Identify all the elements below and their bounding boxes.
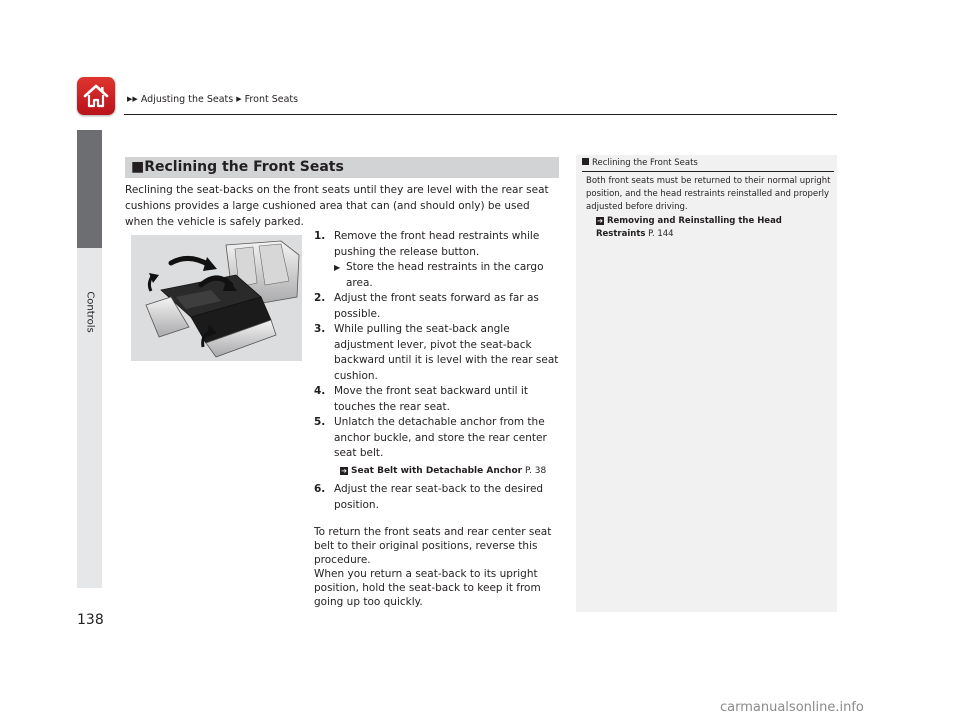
note-title: Reclining the Front Seats <box>582 158 698 168</box>
step-5: 5. Unlatch the detachable anchor from the anchor buckle, and store the rear center seat belt. <box>314 416 547 459</box>
note-icon <box>582 158 589 165</box>
breadcrumb <box>127 94 298 105</box>
xref-arrow-icon: ➔ <box>597 217 603 225</box>
steps-list <box>314 229 564 513</box>
closing-paragraph-1: To return the front seats and rear center seat belt to their original positions, reverse this procedure. <box>314 526 552 566</box>
section-header <box>125 157 559 178</box>
home-button[interactable] <box>77 77 115 115</box>
page-number: 138 <box>77 612 104 628</box>
breadcrumb-arrow-icon: ▶ <box>236 95 242 103</box>
closing-paragraph-2: When you return a seat-back to its upright position, hold the seat-back to keep it from going up too quickly. <box>314 568 541 608</box>
side-tab-marker <box>77 130 102 248</box>
home-icon <box>82 82 110 110</box>
breadcrumb-item-adjusting-seats[interactable]: Adjusting the Seats <box>140 94 234 105</box>
section-square-icon: ■ <box>131 159 145 175</box>
step-2: 2. Adjust the front seats forward as far as possible. <box>314 292 539 320</box>
note-xref[interactable]: ➔ Removing and Reinstalling the Head Restraints P. 144 <box>596 216 782 239</box>
note-body: Both front seats must be returned to their normal upright position, and the head restraints reinstalled and properly adjusted before driving. <box>586 176 831 212</box>
reclined-seats-icon <box>131 235 302 361</box>
step-3: 3. While pulling the seat-back angle adjustment lever, pivot the seat-back backward until it is level with the rear seat cushion. <box>314 323 559 382</box>
breadcrumb-item-front-seats[interactable]: Front Seats <box>244 94 299 105</box>
step-6: 6. Adjust the rear seat-back to the desired position. <box>314 483 544 511</box>
step-5-xref[interactable]: ➔ Seat Belt with Detachable Anchor P. 38 <box>341 465 547 476</box>
substep-arrow-icon: ▶ <box>334 263 341 272</box>
step-1-substep: ▶ Store the head restraints in the cargo area. <box>334 261 544 289</box>
watermark: carmanualsonline.info <box>720 700 864 715</box>
closing-text <box>314 525 564 609</box>
step-4: 4. Move the front seat backward until it touches the rear seat. <box>314 385 528 413</box>
note-rule <box>582 171 834 172</box>
step-1: 1. Remove the front head restraints while pushing the release button. <box>314 230 540 258</box>
seat-illustration <box>126 230 307 366</box>
intro-paragraph: Reclining the seat-backs on the front seats until they are level with the rear seat cushions provides a large cushioned area that can (and should only) be used when the vehicle is safely parked. <box>125 184 549 228</box>
note-panel <box>576 155 837 612</box>
breadcrumb-arrow-icon: ▶▶ <box>127 95 138 103</box>
xref-arrow-icon: ➔ <box>341 466 347 475</box>
side-tab-label: Controls <box>84 291 96 333</box>
section-title: ■Reclining the Front Seats <box>131 159 344 175</box>
header-rule <box>124 114 837 115</box>
